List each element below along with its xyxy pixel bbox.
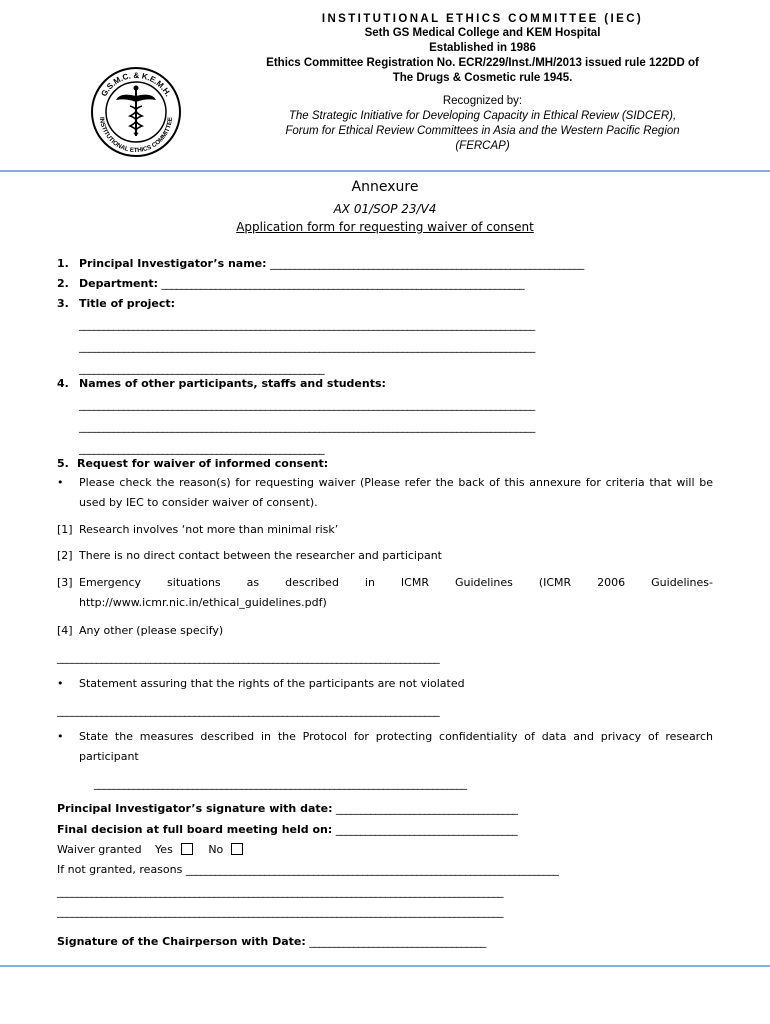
item-number-3: 3. [57,297,69,310]
project-title-line-3[interactable]: __________________________________________________ [79,362,325,375]
not-granted-label: If not granted, reasons [57,863,183,876]
waiver-granted-row [57,843,249,857]
item-number-2: 2. [57,277,69,290]
final-decision-field[interactable]: _____________________________________ [335,823,518,836]
other-participants-label: Names of other participants, staffs and students: [79,377,386,390]
institution-name: Seth GS Medical College and KEM Hospital [364,27,601,39]
chairperson-signature-label: Signature of the Chairperson with Date: [57,935,306,948]
pi-name-field[interactable]: ________________________________________________________________ [270,257,584,270]
footer-divider [0,965,770,967]
other-participants-line-3[interactable]: __________________________________________________ [79,442,325,455]
recognition-fercap-abbr: (FERCAP) [455,140,510,152]
reason-4-text: Any other (please specify) [79,624,224,637]
final-decision-label: Final decision at full board meeting held on: [57,823,333,836]
no-label: No [208,843,224,856]
established-year: Established in 1986 [429,42,536,54]
confidentiality-field[interactable]: ____________________________________________________________________________ [94,777,467,790]
other-reason-field[interactable]: ______________________________________________________________________________ [57,651,440,664]
final-decision-row [57,823,517,837]
pi-name-label: Principal Investigator’s name: [79,257,267,270]
reason-2-number: [2] [57,549,73,562]
other-participants-line-1[interactable]: _____________________________________________________________________________________________ [79,398,535,411]
chairperson-signature-row [57,935,486,949]
item-number-1: 1. [57,257,69,270]
project-title-line-2[interactable]: _____________________________________________________________________________________________ [79,340,535,353]
pi-name-row [79,257,584,271]
other-participants-line-2[interactable]: _____________________________________________________________________________________________ [79,420,535,433]
bullet-icon: • [57,730,64,743]
project-title-line-1[interactable]: _____________________________________________________________________________________________ [79,318,535,331]
reason-1-number: [1] [57,523,73,536]
reason-1-text: Research involves ‘not more than minimal risk’ [79,523,339,536]
reason-3-number: [3] [57,576,73,589]
reason-3-text: Emergency situations as described in ICMR Guidelines (ICMR 2006 Guidelines-http://www.icmr.nic.in/ethical_guidelines.pdf) [79,576,713,609]
reason-line-1[interactable]: ___________________________________________________________________________________________ [57,885,503,898]
iec-seal-logo [90,66,182,158]
not-granted-row [57,863,558,877]
form-title: Application form for requesting waiver of consent [236,220,534,234]
registration-number: Ethics Committee Registration No. ECR/229/Inst./MH/2013 issued rule 122DD of [266,57,699,69]
confidentiality-label: State the measures described in the Protocol for protecting confidentiality of data and privacy of research participant [79,730,713,763]
pi-signature-field[interactable]: _____________________________________ [335,802,518,815]
waiver-granted-label: Waiver granted [57,843,142,856]
department-label: Department: [79,277,158,290]
yes-checkbox[interactable] [181,843,193,855]
pi-signature-label: Principal Investigator’s signature with date: [57,802,333,815]
yes-label: Yes [155,843,173,856]
pi-signature-row [57,802,517,816]
bullet-icon: • [57,677,64,690]
recognized-by-label: Recognized by: [442,95,523,107]
waiver-instruction: Please check the reason(s) for requesting waiver (Please refer the back of this annexure for criteria that will be used by IEC to consider waiver of consent). [79,476,713,509]
project-title-label: Title of project: [79,297,176,310]
annexure-heading: Annexure [351,179,419,195]
reason-2-text: There is no direct contact between the researcher and participant [79,549,442,562]
waiver-request-heading: Request for waiver of informed consent: [77,457,329,470]
committee-title: INSTITUTIONAL ETHICS COMMITTEE (IEC) [321,13,644,25]
department-field[interactable]: __________________________________________________________________________ [161,277,525,290]
item-number-4: 4. [57,377,69,390]
bullet-icon: • [57,476,64,489]
chairperson-signature-field[interactable]: ____________________________________ [309,935,486,948]
rights-statement-label: Statement assuring that the rights of the participants are not violated [79,677,465,690]
letterhead [0,0,770,172]
registration-rule: The Drugs & Cosmetic rule 1945. [392,72,573,84]
recognition-sidcer: The Strategic Initiative for Developing Capacity in Ethical Review (SIDCER), [288,110,677,122]
annexure-code: AX 01/SOP 23/V4 [333,202,437,216]
item-number-5: 5. [57,457,69,470]
no-checkbox[interactable] [231,843,243,855]
department-row [79,277,524,291]
rights-statement-field[interactable]: ______________________________________________________________________________ [57,704,440,717]
not-granted-field[interactable]: ____________________________________________________________________________ [185,863,559,876]
reason-4-number: [4] [57,624,73,637]
reason-line-2[interactable]: ___________________________________________________________________________________________ [57,905,503,918]
recognition-fercap: Forum for Ethical Review Committees in Asia and the Western Pacific Region [285,125,680,137]
svg-text:G.S.M.C. & K.E.M.H.: G.S.M.C. & K.E.M.H. [99,70,173,99]
header-divider [0,170,770,172]
svg-text:INSTITUTIONAL ETHICS COMMITTEE: INSTITUTIONAL ETHICS COMMITTEE [98,116,175,155]
